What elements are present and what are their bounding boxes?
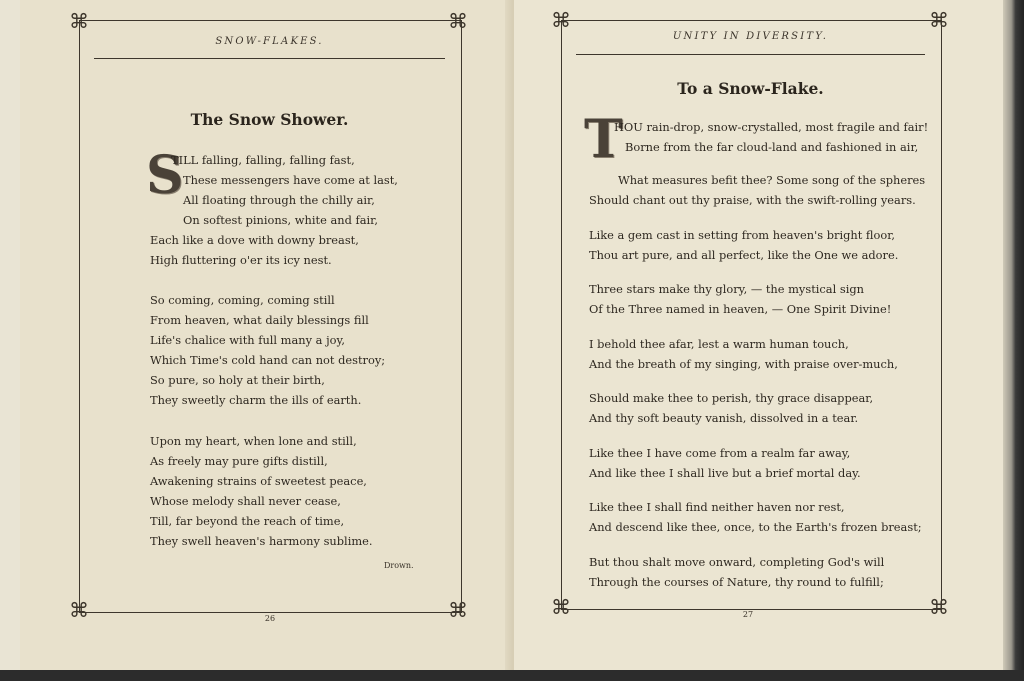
verse-line: But thou shalt move onward, completing God's will — [589, 555, 885, 569]
drop-cap: T — [584, 109, 623, 170]
verse-line: Should chant out thy praise, with the swift-rolling years. — [589, 193, 916, 207]
verse-line: Should make thee to perish, thy grace disappear, — [589, 391, 874, 405]
stanza — [589, 225, 898, 265]
verse-line: Three stars make thy glory, — the mystical sign — [589, 282, 864, 296]
fleuron-corner-icon: ⌘ — [551, 8, 571, 32]
poem-title: The Snow Shower. — [190, 110, 349, 129]
verse-line: From heaven, what daily blessings fill — [150, 313, 369, 327]
verse-line: And like thee I shall live but a brief mortal day. — [589, 466, 861, 480]
stanza — [589, 117, 928, 157]
stanza — [589, 443, 861, 483]
verse-line: All floating through the chilly air, — [183, 193, 375, 207]
viewer-bottom-bar — [0, 670, 1024, 681]
fleuron-corner-icon: ⌘ — [448, 598, 468, 622]
verse-line: HOU rain-drop, snow-crystalled, most fragile and fair! — [614, 120, 929, 134]
attribution: Drown. — [384, 561, 414, 570]
stanza — [589, 170, 925, 210]
stanza — [150, 150, 398, 270]
stanza — [589, 497, 922, 537]
verse-line: So pure, so holy at their birth, — [150, 373, 325, 387]
verse-line: Thou art pure, and all perfect, like the One we adore. — [589, 248, 899, 262]
verse-line: Each like a dove with downy breast, — [150, 233, 359, 247]
fleuron-corner-icon: ⌘ — [929, 8, 949, 32]
drop-cap: S — [146, 145, 184, 206]
verse-line: Till, far beyond the reach of time, — [150, 514, 345, 528]
verse-line: On softest pinions, white and fair, — [183, 213, 378, 227]
verse-line: Borne from the far cloud-land and fashioned in air, — [625, 140, 919, 154]
verse-line: Awakening strains of sweetest peace, — [150, 474, 367, 488]
stanza — [589, 334, 898, 374]
verse-line: TILL falling, falling, falling fast, — [171, 153, 355, 167]
verse-line: And the breath of my singing, with praise over-much, — [589, 357, 898, 371]
verse-line: Like thee I have come from a realm far away, — [589, 446, 851, 460]
fleuron-corner-icon: ⌘ — [929, 595, 949, 619]
running-head: SNOW-FLAKES. — [215, 36, 324, 47]
verse-line: And descend like thee, once, to the Earth's frozen breast; — [589, 520, 922, 534]
fleuron-corner-icon: ⌘ — [448, 9, 468, 33]
stanza — [589, 279, 891, 319]
running-head: UNITY IN DIVERSITY. — [672, 31, 829, 42]
stanza — [589, 552, 884, 592]
fleuron-corner-icon: ⌘ — [69, 598, 89, 622]
viewer-edge — [1003, 0, 1024, 681]
verse-line: What measures befit thee? Some song of the spheres — [618, 173, 926, 187]
page-number: 27 — [742, 610, 754, 619]
verse-line: Whose melody shall never cease, — [150, 494, 341, 508]
verse-line: So coming, coming, coming still — [150, 293, 335, 307]
verse-line: Which Time's cold hand can not destroy; — [150, 353, 386, 367]
verse-line: Like a gem cast in setting from heaven's bright floor, — [589, 228, 896, 242]
verse-line: Upon my heart, when lone and still, — [150, 434, 357, 448]
verse-line: And thy soft beauty vanish, dissolved in a tear. — [589, 411, 859, 425]
verse-line: Of the Three named in heaven, — One Spirit Divine! — [589, 302, 892, 316]
verse-line: These messengers have come at last, — [183, 173, 398, 187]
verse-line: Through the courses of Nature, thy round to fulfill; — [589, 575, 884, 589]
fleuron-corner-icon: ⌘ — [551, 595, 571, 619]
verse-line: Life's chalice with full many a joy, — [150, 333, 346, 347]
stanza — [150, 431, 373, 551]
fleuron-corner-icon: ⌘ — [69, 9, 89, 33]
verse-line: They swell heaven's harmony sublime. — [150, 534, 373, 548]
poem-title: To a Snow-Flake. — [677, 79, 824, 98]
head-rule — [576, 54, 925, 55]
stanza — [589, 388, 873, 428]
page-number: 26 — [264, 614, 276, 623]
stanza — [150, 290, 385, 410]
verse-line: I behold thee afar, lest a warm human touch, — [589, 337, 849, 351]
verse-line: They sweetly charm the ills of earth. — [150, 393, 362, 407]
head-rule — [94, 58, 445, 59]
verse-line: Like thee I shall find neither haven nor rest, — [589, 500, 845, 514]
verse-line: As freely may pure gifts distill, — [150, 454, 328, 468]
verse-line: High fluttering o'er its icy nest. — [150, 253, 332, 267]
